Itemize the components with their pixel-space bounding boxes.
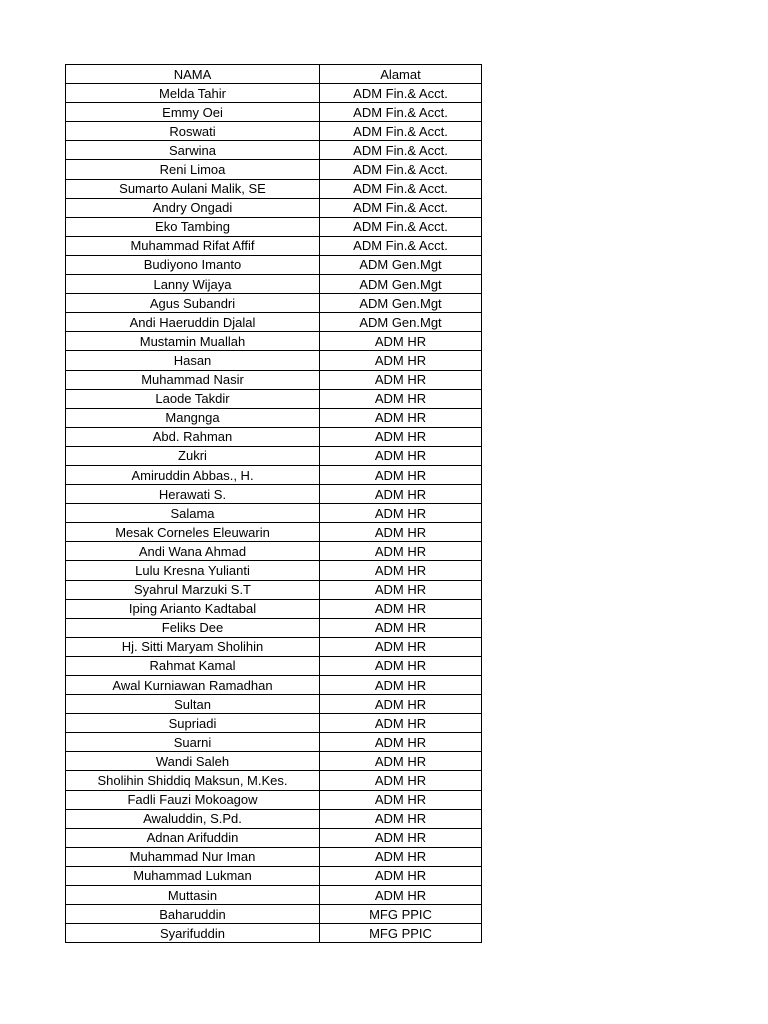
cell-alamat: ADM Gen.Mgt [320,294,482,313]
cell-alamat: ADM HR [320,599,482,618]
cell-nama: Zukri [66,446,320,465]
cell-alamat: ADM Fin.& Acct. [320,160,482,179]
table-row [66,122,482,141]
cell-nama: Rahmat Kamal [66,656,320,675]
cell-nama: Supriadi [66,714,320,733]
table-row [66,523,482,542]
cell-alamat: ADM Gen.Mgt [320,255,482,274]
cell-nama: Salama [66,504,320,523]
cell-nama: Hasan [66,351,320,370]
cell-nama: Awal Kurniawan Ramadhan [66,676,320,695]
table-row [66,924,482,943]
table-row [66,866,482,885]
cell-nama: Sumarto Aulani Malik, SE [66,179,320,198]
cell-nama: Wandi Saleh [66,752,320,771]
cell-alamat: ADM HR [320,714,482,733]
table-row [66,217,482,236]
cell-nama: Laode Takdir [66,389,320,408]
cell-alamat: ADM HR [320,828,482,847]
cell-nama: Budiyono Imanto [66,255,320,274]
cell-nama: Sarwina [66,141,320,160]
cell-nama: Muhammad Nur Iman [66,847,320,866]
cell-nama: Roswati [66,122,320,141]
table-row [66,198,482,217]
table-row [66,637,482,656]
table-row [66,905,482,924]
table-row [66,790,482,809]
cell-alamat: ADM HR [320,676,482,695]
table-body [66,84,482,943]
cell-nama: Mustamin Muallah [66,332,320,351]
cell-alamat: ADM HR [320,332,482,351]
cell-alamat: MFG PPIC [320,924,482,943]
employee-table [65,64,482,943]
cell-nama: Baharuddin [66,905,320,924]
table-row [66,84,482,103]
table-row [66,370,482,389]
table-row [66,332,482,351]
cell-nama: Muhammad Rifat Affif [66,236,320,255]
cell-nama: Awaluddin, S.Pd. [66,809,320,828]
cell-nama: Andi Haeruddin Djalal [66,313,320,332]
cell-alamat: ADM HR [320,389,482,408]
cell-alamat: MFG PPIC [320,905,482,924]
cell-alamat: ADM HR [320,847,482,866]
cell-nama: Mangnga [66,408,320,427]
table-row [66,656,482,675]
cell-alamat: ADM Fin.& Acct. [320,122,482,141]
cell-alamat: ADM HR [320,790,482,809]
cell-nama: Sultan [66,695,320,714]
cell-alamat: ADM Fin.& Acct. [320,236,482,255]
table-row [66,561,482,580]
table-row [66,676,482,695]
cell-alamat: ADM HR [320,465,482,484]
table-row [66,389,482,408]
table-row [66,160,482,179]
cell-alamat: ADM HR [320,866,482,885]
cell-alamat: ADM HR [320,618,482,637]
table-row [66,847,482,866]
cell-nama: Suarni [66,733,320,752]
table-row [66,714,482,733]
cell-alamat: ADM HR [320,542,482,561]
cell-nama: Syarifuddin [66,924,320,943]
cell-alamat: ADM Gen.Mgt [320,275,482,294]
table-row [66,255,482,274]
cell-nama: Muttasin [66,886,320,905]
table-row [66,809,482,828]
cell-alamat: ADM HR [320,446,482,465]
cell-alamat: ADM HR [320,656,482,675]
cell-alamat: ADM HR [320,886,482,905]
cell-alamat: ADM HR [320,351,482,370]
cell-alamat: ADM HR [320,733,482,752]
cell-nama: Lulu Kresna Yulianti [66,561,320,580]
cell-alamat: ADM Fin.& Acct. [320,84,482,103]
cell-alamat: ADM HR [320,752,482,771]
cell-nama: Herawati S. [66,485,320,504]
cell-alamat: ADM HR [320,561,482,580]
table-row [66,313,482,332]
cell-nama: Syahrul Marzuki S.T [66,580,320,599]
cell-nama: Hj. Sitti Maryam Sholihin [66,637,320,656]
table-row [66,351,482,370]
cell-nama: Andi Wana Ahmad [66,542,320,561]
table-row [66,465,482,484]
table-row [66,542,482,561]
cell-alamat: ADM HR [320,427,482,446]
cell-alamat: ADM Fin.& Acct. [320,141,482,160]
cell-alamat: ADM HR [320,370,482,389]
cell-nama: Muhammad Nasir [66,370,320,389]
cell-nama: Amiruddin Abbas., H. [66,465,320,484]
cell-alamat: ADM HR [320,771,482,790]
cell-alamat: ADM HR [320,485,482,504]
table-row [66,275,482,294]
table-row [66,580,482,599]
cell-nama: Sholihin Shiddiq Maksun, M.Kes. [66,771,320,790]
cell-alamat: ADM HR [320,695,482,714]
cell-alamat: ADM HR [320,580,482,599]
table-row [66,485,482,504]
table-row [66,752,482,771]
table-row [66,771,482,790]
column-header-nama: NAMA [66,65,320,84]
cell-alamat: ADM HR [320,523,482,542]
table-row [66,446,482,465]
cell-nama: Lanny Wijaya [66,275,320,294]
cell-nama: Feliks Dee [66,618,320,637]
table-row [66,695,482,714]
cell-alamat: ADM Gen.Mgt [320,313,482,332]
cell-nama: Mesak Corneles Eleuwarin [66,523,320,542]
cell-nama: Abd. Rahman [66,427,320,446]
cell-alamat: ADM HR [320,637,482,656]
cell-nama: Fadli Fauzi Mokoagow [66,790,320,809]
table-row [66,886,482,905]
cell-nama: Muhammad Lukman [66,866,320,885]
table-row [66,828,482,847]
cell-nama: Adnan Arifuddin [66,828,320,847]
table-row [66,733,482,752]
table-row [66,141,482,160]
cell-nama: Eko Tambing [66,217,320,236]
column-header-alamat: Alamat [320,65,482,84]
cell-alamat: ADM Fin.& Acct. [320,198,482,217]
table-row [66,427,482,446]
cell-alamat: ADM HR [320,504,482,523]
cell-nama: Agus Subandri [66,294,320,313]
cell-nama: Iping Arianto Kadtabal [66,599,320,618]
cell-alamat: ADM Fin.& Acct. [320,217,482,236]
cell-alamat: ADM Fin.& Acct. [320,103,482,122]
cell-nama: Andry Ongadi [66,198,320,217]
cell-nama: Melda Tahir [66,84,320,103]
table-row [66,294,482,313]
cell-nama: Reni Limoa [66,160,320,179]
table-row [66,236,482,255]
table-row [66,103,482,122]
cell-alamat: ADM HR [320,809,482,828]
table-row [66,504,482,523]
table-row [66,599,482,618]
cell-alamat: ADM Fin.& Acct. [320,179,482,198]
table-row [66,179,482,198]
cell-alamat: ADM HR [320,408,482,427]
table-row [66,618,482,637]
cell-nama: Emmy Oei [66,103,320,122]
table-header-row [66,65,482,84]
table-row [66,408,482,427]
